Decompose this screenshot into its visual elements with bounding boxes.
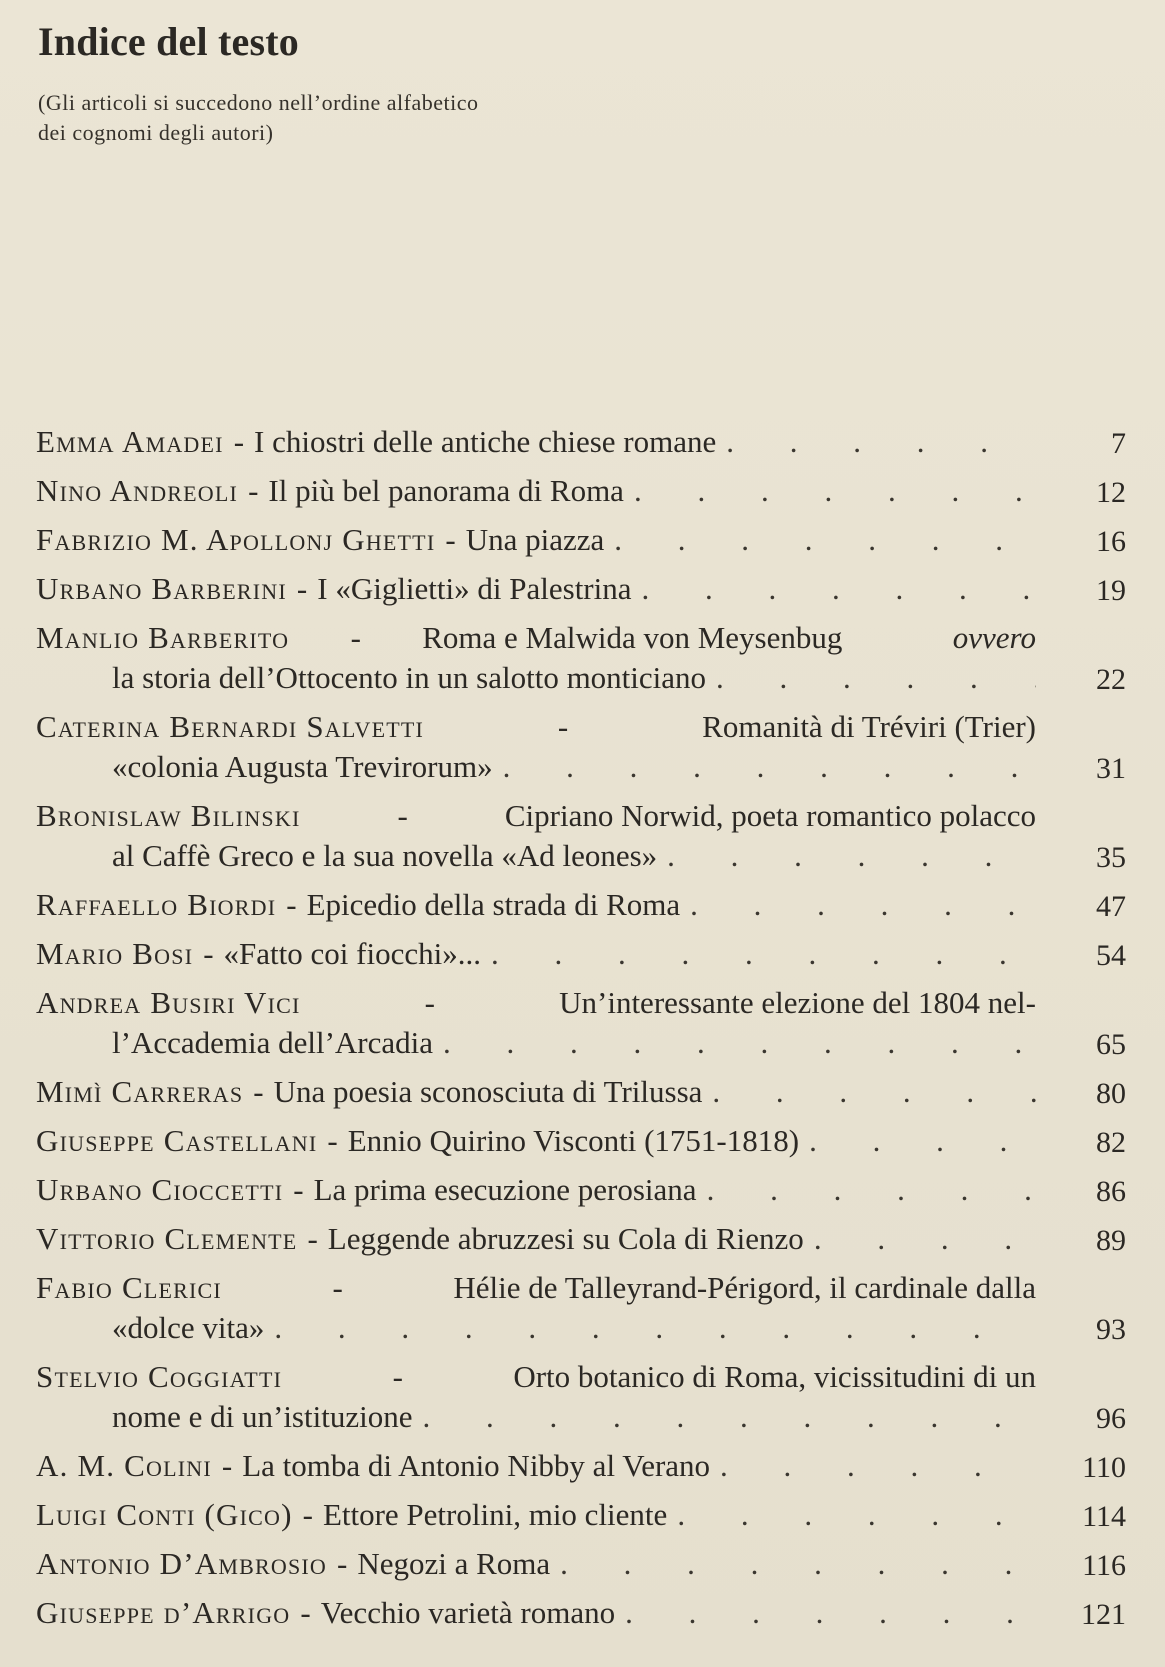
toc-separator: - xyxy=(302,1497,313,1532)
leader-dots xyxy=(716,422,1036,462)
toc-entry xyxy=(36,934,1126,983)
toc-author: Andrea Busiri Vici xyxy=(36,985,301,1020)
toc-separator: - xyxy=(286,887,297,922)
toc-author: Fabio Clerici xyxy=(36,1270,222,1305)
leader-dots xyxy=(624,471,1036,511)
toc-page-number: 116 xyxy=(1082,1549,1126,1582)
page-subtitle xyxy=(38,88,479,148)
leader-dots xyxy=(799,1121,1036,1161)
toc-entry-line xyxy=(36,422,1036,462)
toc-page-number: 89 xyxy=(1096,1224,1126,1257)
toc-page-number: 65 xyxy=(1096,1028,1126,1061)
toc-separator: - xyxy=(332,1270,343,1305)
toc-separator: - xyxy=(293,1172,304,1207)
toc-page-number: 16 xyxy=(1096,525,1126,558)
toc-title-continued: «colonia Augusta Trevirorum» xyxy=(112,749,493,784)
toc-author: Mario Bosi xyxy=(36,936,194,971)
toc-title: Ennio Quirino Visconti (1751-1818) xyxy=(347,1123,800,1158)
toc-title: «Fatto coi fiocchi»... xyxy=(223,936,481,971)
toc-title: Cipriano Norwid, poeta romantico polacco xyxy=(504,798,1036,833)
leader-dots xyxy=(710,1446,1036,1486)
leader-dots xyxy=(604,520,1036,560)
toc-author: Antonio D’Ambrosio xyxy=(36,1546,327,1581)
toc-title: Roma e Malwida von Meysenbug xyxy=(422,620,843,655)
toc-entry-line xyxy=(36,707,1036,747)
toc-author: Urbano Barberini xyxy=(36,571,287,606)
toc-title: Orto botanico di Roma, vicissitudini di un xyxy=(513,1359,1036,1394)
toc-separator: - xyxy=(203,936,214,971)
toc-page-number: 7 xyxy=(1111,427,1126,460)
toc-entry-line xyxy=(36,934,1036,974)
toc-entry xyxy=(36,1121,1126,1170)
toc-title: La tomba di Antonio Nibby al Verano xyxy=(242,1448,711,1483)
toc-entry-line-continued xyxy=(36,1308,1036,1348)
toc-title: La prima esecuzione perosiana xyxy=(313,1172,697,1207)
toc-page-number: 22 xyxy=(1096,663,1126,696)
toc-title-italic: ovvero xyxy=(952,620,1036,655)
toc-title: Ettore Petrolini, mio cliente xyxy=(322,1497,668,1532)
toc-author: Bronislaw Bilinski xyxy=(36,798,301,833)
toc-separator: - xyxy=(350,620,361,655)
leader-dots xyxy=(702,1072,1036,1112)
toc-separator: - xyxy=(327,1123,338,1158)
toc-entry xyxy=(36,569,1126,618)
toc-separator: - xyxy=(253,1074,264,1109)
toc-page-number: 35 xyxy=(1096,841,1126,874)
leader-dots xyxy=(706,658,1036,698)
toc-entry-line xyxy=(36,1219,1036,1259)
leader-dots xyxy=(550,1544,1036,1584)
leader-dots xyxy=(657,836,1036,876)
toc-title: Una piazza xyxy=(465,522,605,557)
toc-author: Vittorio Clemente xyxy=(36,1221,298,1256)
toc-page-number: 121 xyxy=(1081,1598,1126,1631)
toc-entry xyxy=(36,983,1126,1072)
toc-entry-line xyxy=(36,1593,1036,1633)
toc-entry-line xyxy=(36,1268,1036,1308)
toc-entry xyxy=(36,1593,1126,1642)
toc-entry xyxy=(36,1495,1126,1544)
toc-title: Epicedio della strada di Roma xyxy=(306,887,681,922)
toc-entry-line xyxy=(36,1446,1036,1486)
toc-title: I chiostri delle antiche chiese romane xyxy=(254,424,717,459)
toc-entry xyxy=(36,1357,1126,1446)
leader-dots xyxy=(493,747,1036,787)
leader-dots xyxy=(481,934,1036,974)
toc-page-number: 82 xyxy=(1096,1126,1126,1159)
toc-title-continued: al Caffè Greco e la sua novella «Ad leones» xyxy=(112,838,658,873)
toc-title: Negozi a Roma xyxy=(357,1546,551,1581)
toc-page-number: 86 xyxy=(1096,1175,1126,1208)
toc-entry-line xyxy=(36,1072,1036,1112)
toc-page-number: 114 xyxy=(1082,1500,1126,1533)
toc-page-number: 12 xyxy=(1096,476,1126,509)
toc-page-number: 110 xyxy=(1082,1451,1126,1484)
toc-author: Giuseppe d’Arrigo xyxy=(36,1595,291,1630)
toc-author: Emma Amadei xyxy=(36,424,224,459)
toc-title: Romanità di Tréviri (Trier) xyxy=(702,709,1036,744)
toc-author: Stelvio Coggiatti xyxy=(36,1359,283,1394)
toc-author: Nino Andreoli xyxy=(36,473,239,508)
toc-entry xyxy=(36,1072,1126,1121)
leader-dots xyxy=(264,1308,1036,1348)
toc-separator: - xyxy=(445,522,456,557)
toc-entry xyxy=(36,471,1126,520)
toc-entry-line xyxy=(36,569,1036,609)
toc-entry xyxy=(36,1268,1126,1357)
toc-author: Giuseppe Castellani xyxy=(36,1123,318,1158)
toc-author: Luigi Conti (Gico) xyxy=(36,1497,293,1532)
toc-page-number: 47 xyxy=(1096,890,1126,923)
toc-author: A. M. Colini xyxy=(36,1448,212,1483)
toc-author: Caterina Bernardi Salvetti xyxy=(36,709,425,744)
toc-entry-line xyxy=(36,618,1036,658)
toc-separator: - xyxy=(300,1595,311,1630)
toc-entry-line-continued xyxy=(36,836,1036,876)
toc-entry xyxy=(36,1170,1126,1219)
toc-author: Urbano Cioccetti xyxy=(36,1172,284,1207)
toc-page-number: 31 xyxy=(1096,752,1126,785)
toc-entry-line xyxy=(36,1170,1036,1210)
table-of-contents xyxy=(36,422,1126,1642)
toc-title-continued: l’Accademia dell’Arcadia xyxy=(112,1025,434,1060)
toc-title-continued: la storia dell’Ottocento in un salotto monticiano xyxy=(112,660,707,695)
toc-entry xyxy=(36,796,1126,885)
toc-entry-line xyxy=(36,1121,1036,1161)
toc-title: Il più bel panorama di Roma xyxy=(268,473,624,508)
toc-separator: - xyxy=(296,571,308,606)
subtitle-line: dei cognomi degli autori) xyxy=(38,120,274,145)
toc-entry-line xyxy=(36,983,1036,1023)
toc-entry-line-continued xyxy=(36,658,1036,698)
toc-title: Leggende abruzzesi su Cola di Rienzo xyxy=(327,1221,804,1256)
toc-entry xyxy=(36,520,1126,569)
toc-separator: - xyxy=(307,1221,318,1256)
toc-entry-line-continued xyxy=(36,1023,1036,1063)
toc-author: Mimì Carreras xyxy=(36,1074,244,1109)
toc-title: Un’interessante elezione del 1804 nel- xyxy=(559,985,1036,1020)
toc-page-number: 54 xyxy=(1096,939,1126,972)
toc-separator: - xyxy=(392,1359,403,1394)
toc-entry xyxy=(36,707,1126,796)
leader-dots xyxy=(433,1023,1036,1063)
toc-entry xyxy=(36,422,1126,471)
toc-separator: - xyxy=(337,1546,348,1581)
toc-entry xyxy=(36,1544,1126,1593)
toc-entry-line xyxy=(36,1544,1036,1584)
toc-page-number: 80 xyxy=(1096,1077,1126,1110)
toc-entry xyxy=(36,1446,1126,1495)
leader-dots xyxy=(804,1219,1036,1259)
toc-separator: - xyxy=(248,473,259,508)
subtitle-line: (Gli articoli si succedono nell’ordine alfabetico xyxy=(38,90,479,115)
toc-title: Vecchio varietà romano xyxy=(320,1595,616,1630)
toc-entry-line xyxy=(36,885,1036,925)
toc-separator: - xyxy=(424,985,435,1020)
leader-dots xyxy=(412,1397,1036,1437)
toc-separator: - xyxy=(557,709,569,744)
toc-entry-line xyxy=(36,1357,1036,1397)
toc-entry-line xyxy=(36,1495,1036,1535)
toc-title: I «Giglietti» di Palestrina xyxy=(317,571,632,606)
toc-entry-line xyxy=(36,796,1036,836)
toc-entry-line-continued xyxy=(36,747,1036,787)
toc-author: Raffaello Biordi xyxy=(36,887,277,922)
page-title: Indice del testo xyxy=(38,19,299,64)
toc-entry-line xyxy=(36,471,1036,511)
leader-dots xyxy=(615,1593,1036,1633)
toc-page-number: 93 xyxy=(1096,1313,1126,1346)
toc-entry-line-continued xyxy=(36,1397,1036,1437)
toc-entry xyxy=(36,1219,1126,1268)
toc-title-continued: «dolce vita» xyxy=(112,1310,265,1345)
toc-separator: - xyxy=(397,798,408,833)
toc-separator: - xyxy=(221,1448,233,1483)
toc-author: Fabrizio M. Apollonj Ghetti xyxy=(36,522,436,557)
leader-dots xyxy=(632,569,1036,609)
toc-page-number: 96 xyxy=(1096,1402,1126,1435)
toc-title: Hélie de Talleyrand-Périgord, il cardinale dalla xyxy=(453,1270,1036,1305)
toc-title-continued: nome e di un’istituzione xyxy=(112,1399,413,1434)
leader-dots xyxy=(680,885,1036,925)
toc-entry xyxy=(36,618,1126,707)
toc-title: Una poesia sconosciuta di Trilussa xyxy=(273,1074,703,1109)
toc-separator: - xyxy=(233,424,245,459)
toc-page-number: 19 xyxy=(1096,574,1126,607)
leader-dots xyxy=(667,1495,1036,1535)
leader-dots xyxy=(697,1170,1036,1210)
toc-entry xyxy=(36,885,1126,934)
toc-author: Manlio Barberito xyxy=(36,620,290,655)
toc-entry-line xyxy=(36,520,1036,560)
